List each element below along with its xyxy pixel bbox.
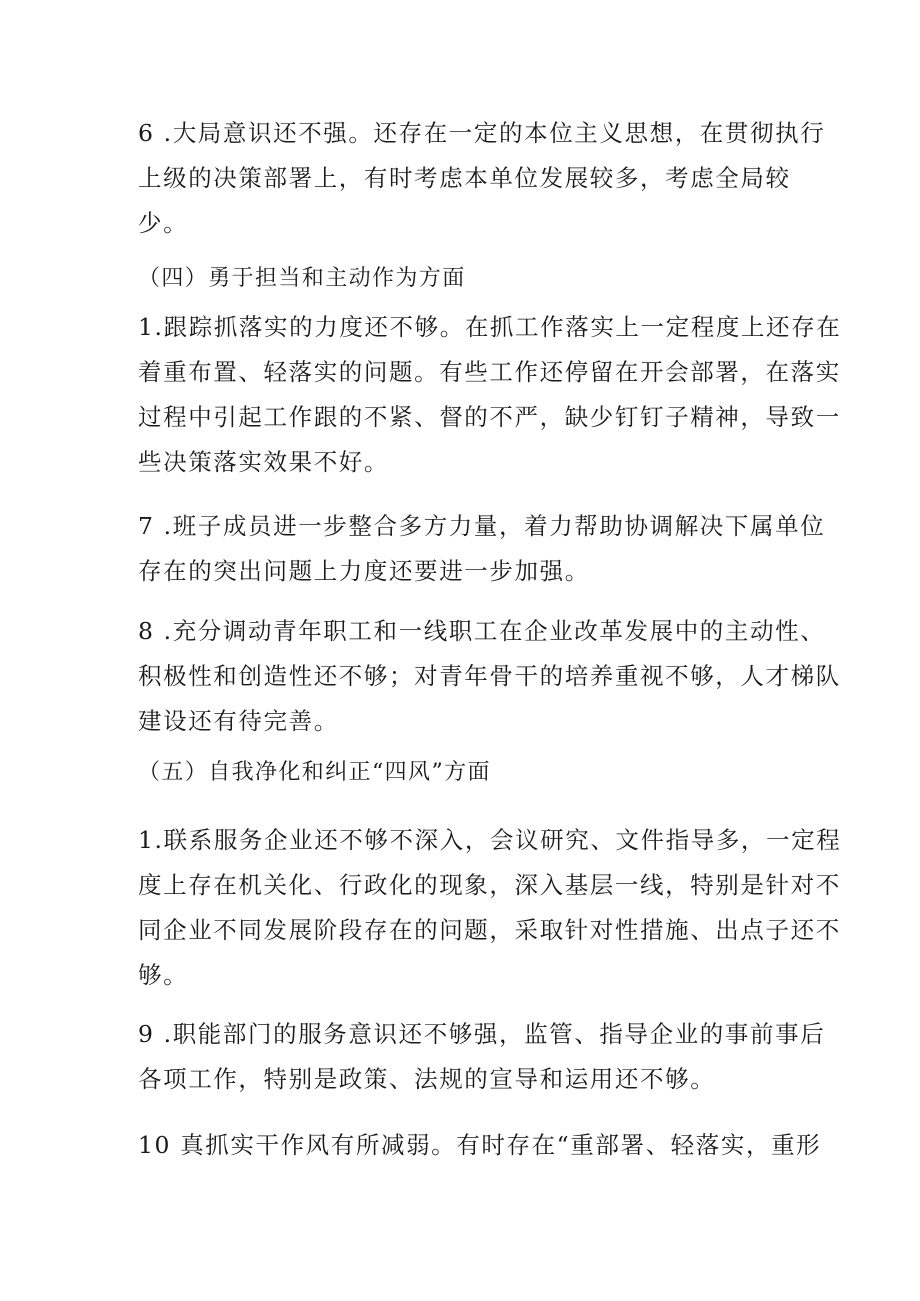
paragraph-9-functional-departments (138, 1012, 826, 1102)
text-line: 7 .班子成员进一步整合多方力量，着力帮助协调解决下属单位 (138, 512, 826, 540)
text-line: 各项工作，特别是政策、法规的宣导和运用还不够。 (138, 1065, 716, 1093)
text-line: 1.跟踪抓落实的力度还不够。在抓工作落实上一定程度上还存在 (138, 313, 842, 341)
paragraph-1-service-enterprise (138, 818, 842, 998)
text-line: 8 .充分调动青年职工和一线职工在企业改革发展中的主动性、 (138, 617, 826, 645)
text-line: 积极性和创造性还不够；对青年骨干的培养重视不够，人才梯队 (138, 662, 841, 690)
text-line: 够。 (138, 961, 189, 989)
text-line: 建设还有待完善。 (138, 707, 339, 735)
text-line: 1.联系服务企业还不够不深入，会议研究、文件指导多，一定程 (138, 826, 842, 854)
paragraph-6-overall-awareness (138, 111, 826, 246)
text-line: 6 .大局意识还不强。还存在一定的本位主义思想，在贯彻执行 (138, 119, 826, 147)
section-heading-five (138, 750, 788, 795)
text-line: 存在的突出问题上力度还要进一步加强。 (138, 557, 590, 585)
text-line: （五）自我净化和纠正“四风”方面 (138, 760, 491, 785)
text-line: 少。 (138, 209, 189, 237)
text-line: 同企业不同发展阶段存在的问题，采取针对性措施、出点子还不 (138, 916, 841, 944)
text-line: 着重布置、轻落实的问题。有些工作还停留在开会部署，在落实 (138, 358, 841, 386)
paragraph-1-follow-up (138, 305, 842, 485)
paragraph-7-team-integration (138, 504, 826, 594)
text-line: 过程中引起工作跟的不紧、督的不严，缺少钉钉子精神，导致一 (138, 403, 841, 431)
text-line: （四）勇于担当和主动作为方面 (138, 266, 466, 291)
paragraph-10-work-style (138, 1123, 822, 1168)
text-line: 上级的决策部署上，有时考虑本单位发展较多，考虑全局较 (138, 164, 791, 192)
text-line: 度上存在机关化、行政化的现象，深入基层一线，特别是针对不 (138, 871, 841, 899)
text-line: 9 .职能部门的服务意识还不够强，监管、指导企业的事前事后 (138, 1020, 826, 1048)
paragraph-8-youth-staff (138, 609, 841, 744)
text-line: 些决策落实效果不好。 (138, 448, 389, 476)
text-line: 10 真抓实干作风有所减弱。有时存在“重部署、轻落实，重形 (138, 1131, 822, 1159)
section-heading-four (138, 256, 788, 301)
